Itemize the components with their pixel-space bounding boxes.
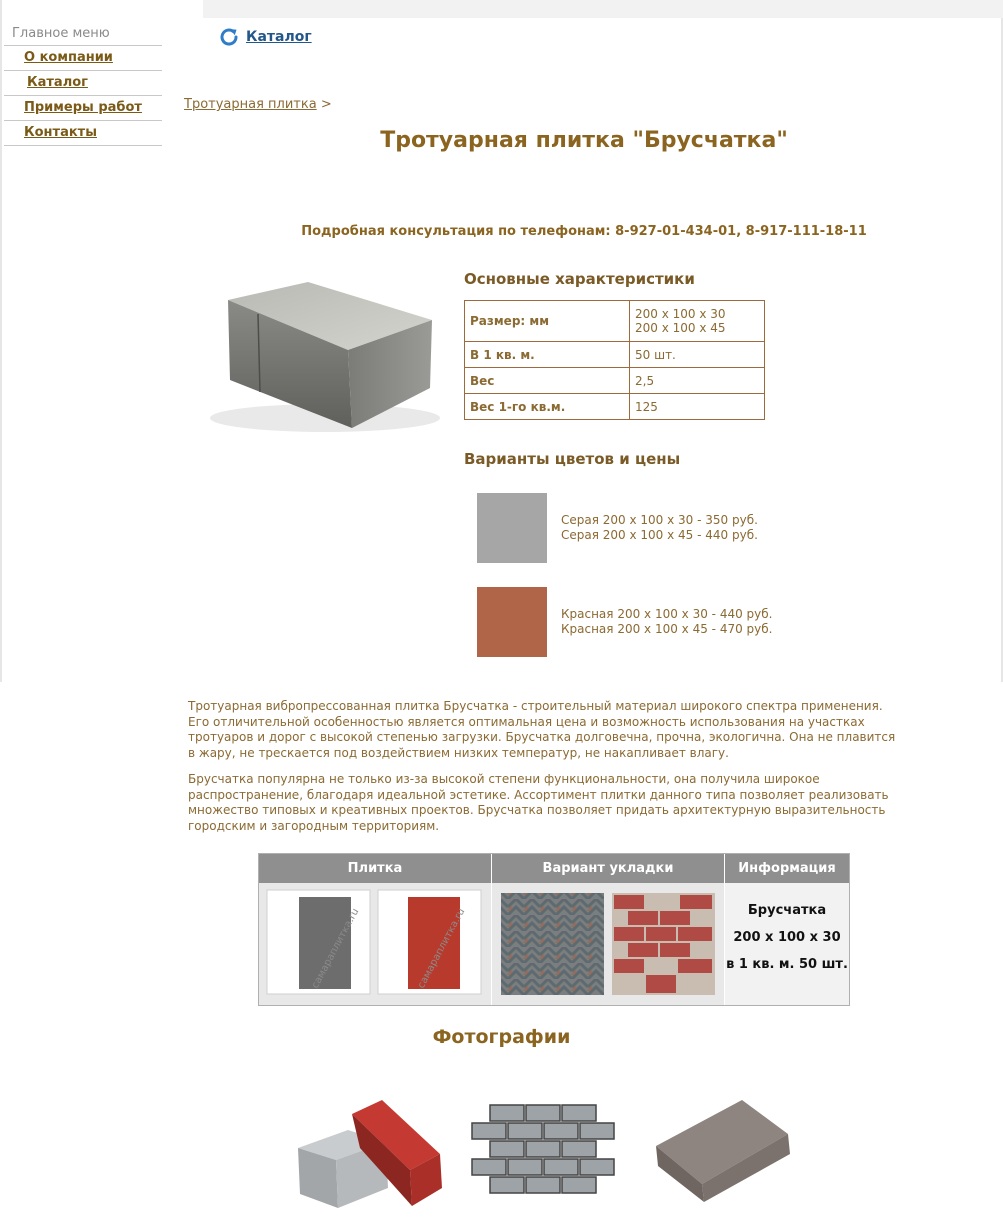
spec-value-line: 200 х 100 х 30 [635,307,726,321]
watermark-text: самараплитка.ru [309,906,362,991]
menu-title: Главное меню [4,22,162,46]
sidebar-item-catalog[interactable]: Каталог [4,71,162,96]
column-header-info: Информация [725,854,849,883]
specs-title: Основные характеристики [464,270,695,288]
breadcrumb-link-paving[interactable]: Тротуарная плитка [184,97,317,112]
spec-value: 2,5 [630,368,765,394]
refresh-icon [218,26,240,48]
sidebar-item-contacts[interactable]: Контакты [4,121,162,146]
layout-images-cell [492,883,724,1005]
watermark-text: самараплитка.ru [415,906,468,991]
table-row [465,342,765,368]
colors-title: Варианты цветов и цены [464,450,681,468]
info-size: 200 х 100 х 30 [733,930,841,945]
sidebar-menu [4,22,162,146]
spec-key: Размер: мм [465,301,630,342]
price-line: Серая 200 х 100 х 30 - 350 руб. [561,513,758,527]
tile-images [259,883,491,1005]
price-gray [561,513,758,543]
specs-table [464,300,765,420]
product-image [200,268,440,438]
sidebar-item-works[interactable]: Примеры работ [4,96,162,121]
catalog-link[interactable] [218,26,312,48]
tile-info-table [258,853,850,1006]
photo-brick-wall[interactable] [470,1103,618,1195]
description-paragraph-2: Брусчатка популярна не только из-за высокой степени функциональности, она получила широкое распространение, благодаря идеальной эстетике. Ассортимент плитки данного типа позволяет реализовать множество типовых и креативных проектов. Брусчатка позволяет придать архитектурную выразительность городским и загородным территориям. [188,772,889,833]
spec-key: Вес 1-го кв.м. [465,394,630,420]
breadcrumb-separator: > [320,97,332,112]
spec-value-line: 200 х 100 х 45 [635,321,726,335]
table-row [465,394,765,420]
catalog-link-label: Каталог [246,29,312,45]
color-swatch-gray [477,493,547,563]
description-paragraph-1: Тротуарная вибропрессованная плитка Брусчатка - строительный материал широкого спектра применения. Его отличительной особенностью является оптимальная цена и возможность использования на участках тротуаров и дорог с высокой степенью загрузки. Брусчатка долговечна, прочна, экологична. Она не плавится в жару, не трескается под воздействием низких температур, не накапливает влагу. [188,699,896,760]
column-header-layout: Вариант укладки [492,854,724,883]
table-row [465,368,765,394]
spec-value: 125 [630,394,765,420]
page-title: Тротуарная плитка "Брусчатка" [380,128,788,153]
info-name: Брусчатка [747,903,827,918]
price-line: Красная 200 х 100 х 45 - 470 руб. [561,622,773,636]
tile-images-cell [259,883,491,1005]
tile-info-cell [725,883,849,1005]
spec-key: В 1 кв. м. [465,342,630,368]
price-red [561,607,772,637]
spec-key: Вес [465,368,630,394]
photo-bricks-gray-red[interactable] [290,1090,450,1215]
layout-images [492,883,724,1005]
sidebar-item-about[interactable]: О компании [4,46,162,71]
column-header-tile: Плитка [259,854,491,883]
photos-title: Фотографии [432,1026,571,1048]
photo-brick-brown[interactable] [650,1094,795,1204]
top-strip [203,0,1003,18]
breadcrumb [184,97,332,112]
color-swatch-red [477,587,547,657]
price-line: Красная 200 х 100 х 30 - 440 руб. [561,607,773,621]
info-quantity: в 1 кв. м. 50 шт. [726,957,848,972]
page-frame-left [0,0,2,682]
table-row [465,301,765,342]
price-line: Серая 200 х 100 х 45 - 440 руб. [561,528,758,542]
spec-value: 50 шт. [630,342,765,368]
spec-value [630,301,765,342]
phone-consultation: Подробная консультация по телефонам: 8-927-01-434-01, 8-917-111-18-11 [301,224,867,239]
